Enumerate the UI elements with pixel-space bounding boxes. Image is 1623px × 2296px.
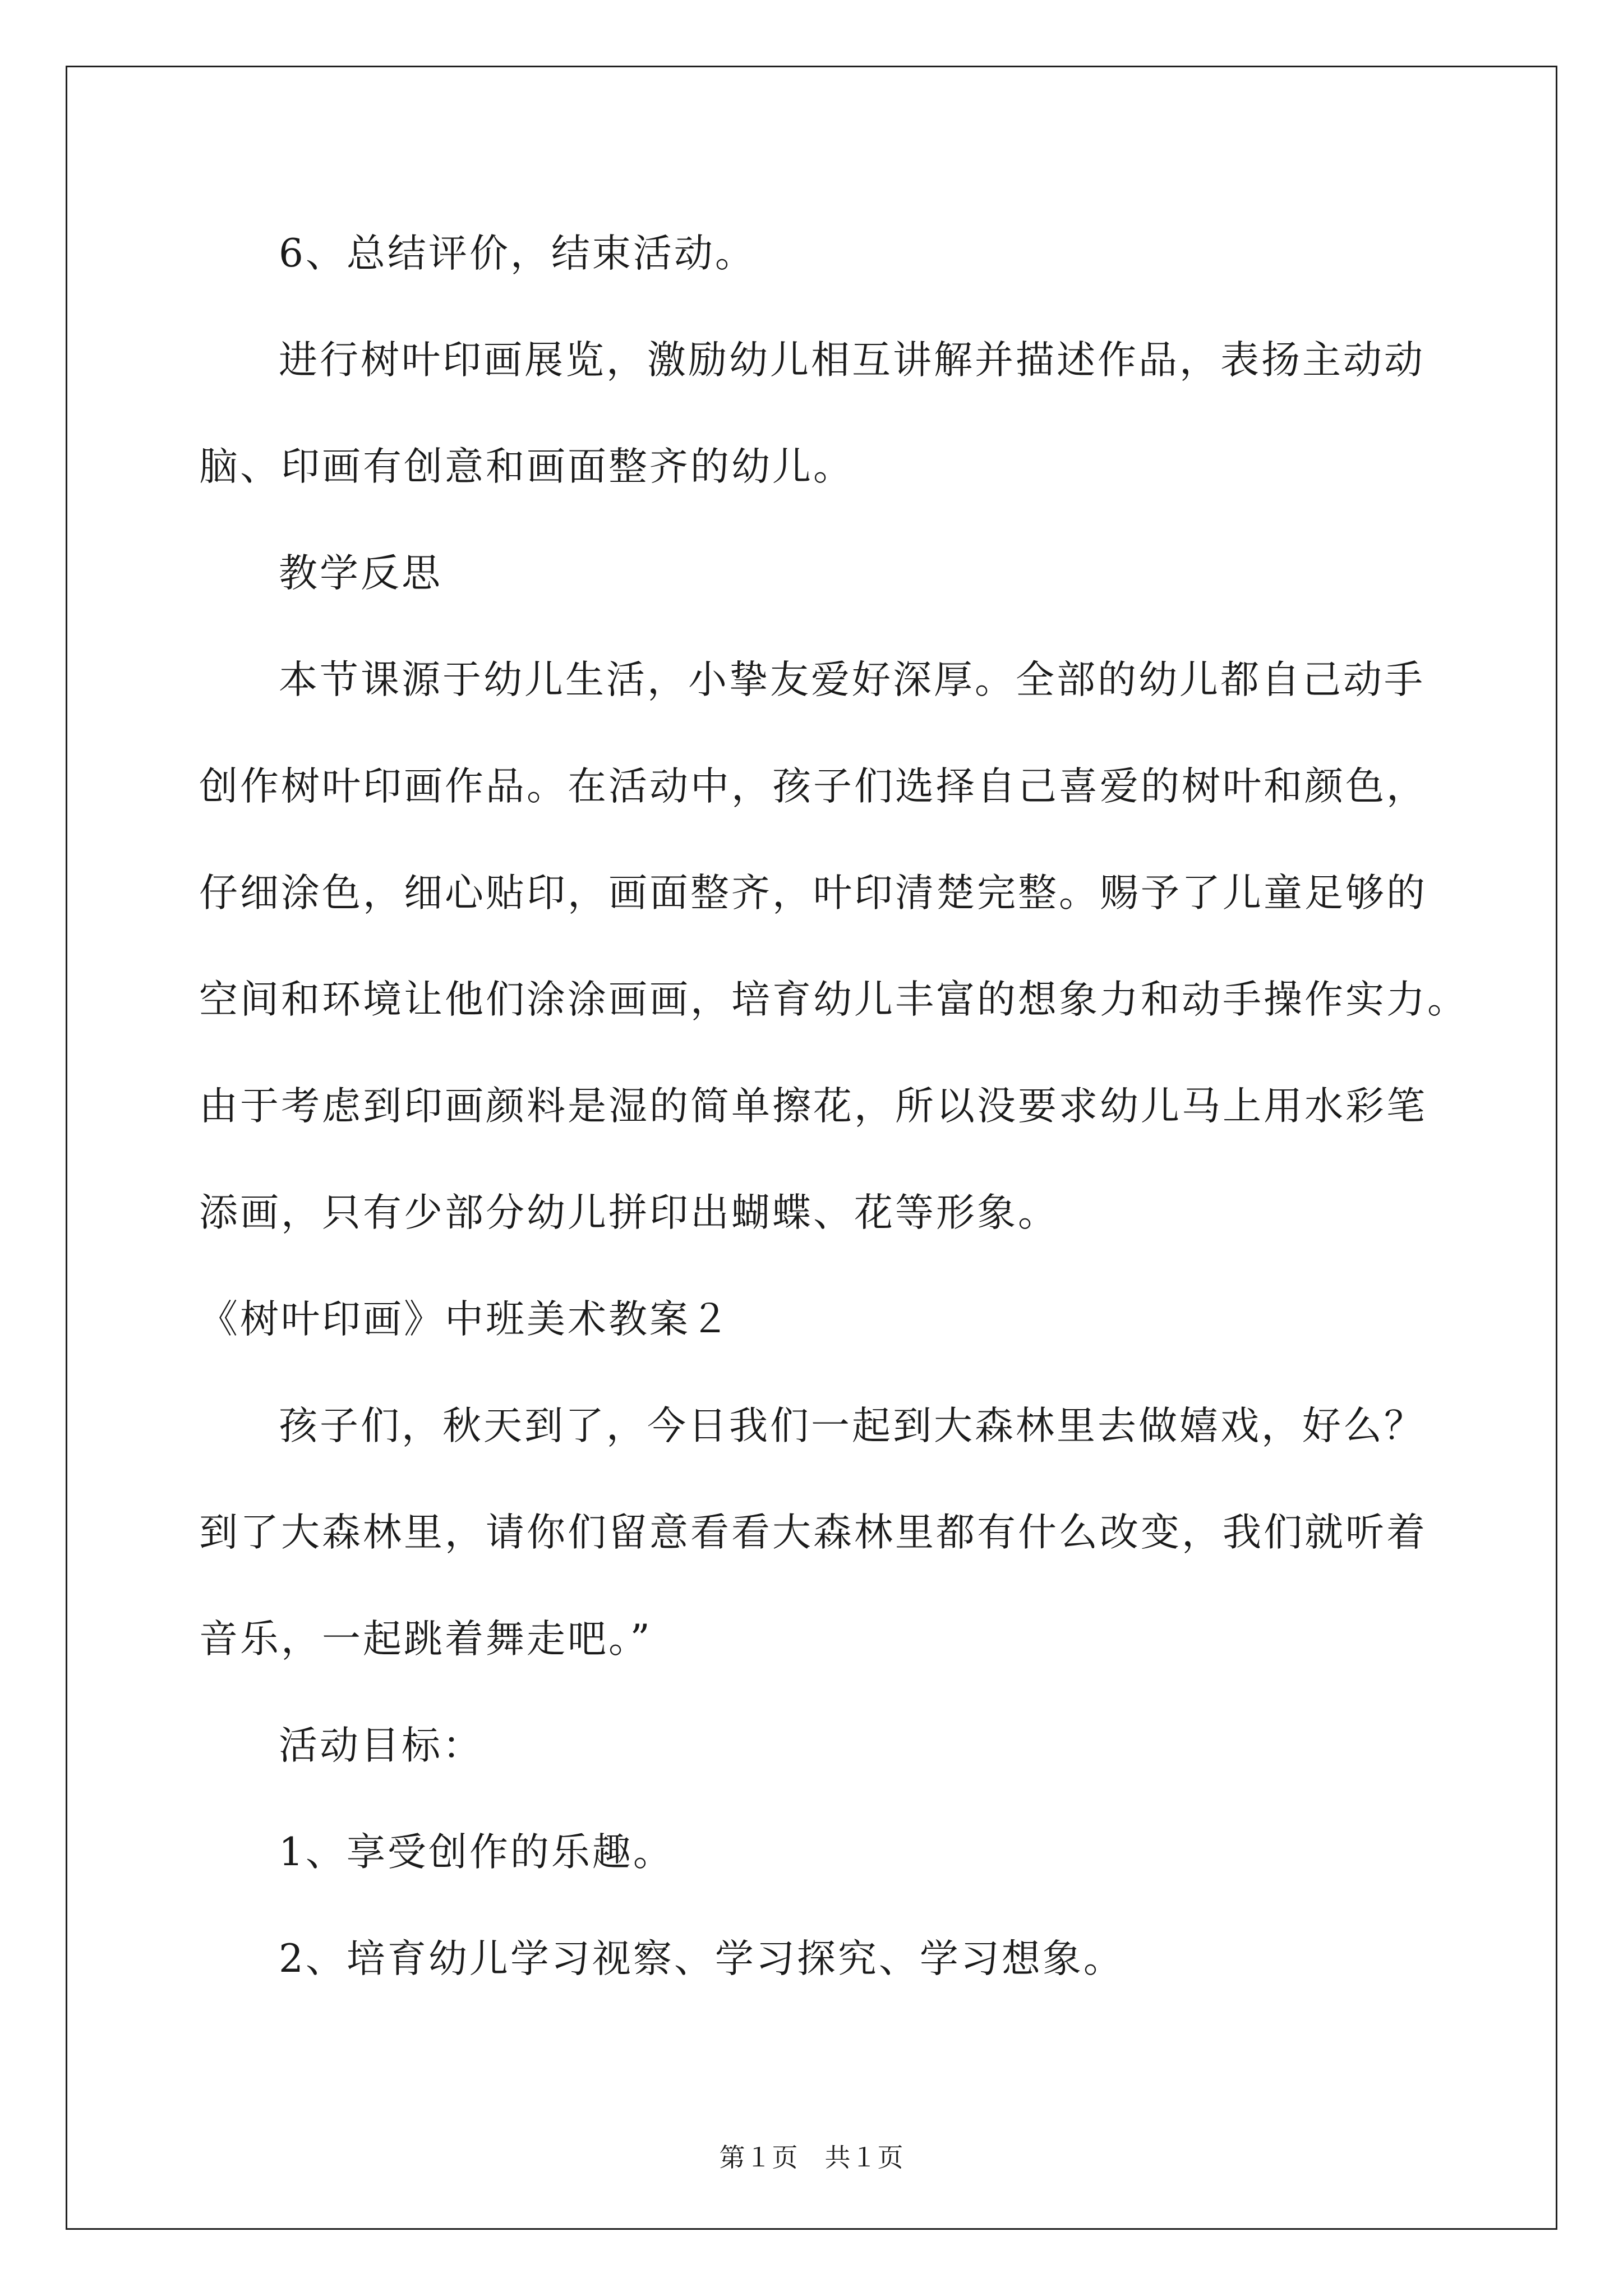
page-border (66, 66, 1557, 2230)
body-line: 空间和环境让他们涂涂画画，培育幼儿丰富的想象力和动手操作实力。 (199, 977, 1468, 1022)
body-line: 音乐，一起跳着舞走吧。” (199, 1617, 652, 1662)
page-footer: 第１页 共１页 (719, 2142, 904, 2173)
body-line: 仔细涂色，细心贴印，画面整齐，叶印清楚完整。赐予了儿童足够的 (199, 871, 1427, 915)
body-line: 本节课源于幼儿生活，小挚友爱好深厚。全部的幼儿都自己动手 (279, 657, 1425, 702)
body-line: 添画，只有少部分幼儿拼印出蝴蝶、花等形象。 (199, 1190, 1059, 1235)
body-line: 创作树叶印画作品。在活动中，孩子们选择自己喜爱的树叶和颜色， (199, 764, 1427, 809)
body-line: 进行树叶印画展览，激励幼儿相互讲解并描述作品，表扬主动动 (279, 338, 1425, 383)
body-line: 孩子们，秋天到了，今日我们一起到大森林里去做嬉戏，好么？ (279, 1404, 1425, 1448)
list-item: 2、培育幼儿学习视察、学习探究、学习想象。 (279, 1936, 1124, 1981)
body-line: 6、总结评价，结束活动。 (279, 231, 756, 276)
document-title: 《树叶印画》中班美术教案２ (199, 1297, 731, 1342)
section-heading: 活动目标： (279, 1723, 483, 1768)
section-heading: 教学反思 (279, 551, 442, 596)
list-item: 1、享受创作的乐趣。 (279, 1830, 674, 1875)
body-line: 到了大森林里，请你们留意看看大森林里都有什么改变，我们就听着 (199, 1510, 1427, 1555)
body-line: 由于考虑到印画颜料是湿的简单擦花，所以没要求幼儿马上用水彩笔 (199, 1084, 1427, 1129)
body-line: 脑、印画有创意和画面整齐的幼儿。 (199, 444, 854, 489)
